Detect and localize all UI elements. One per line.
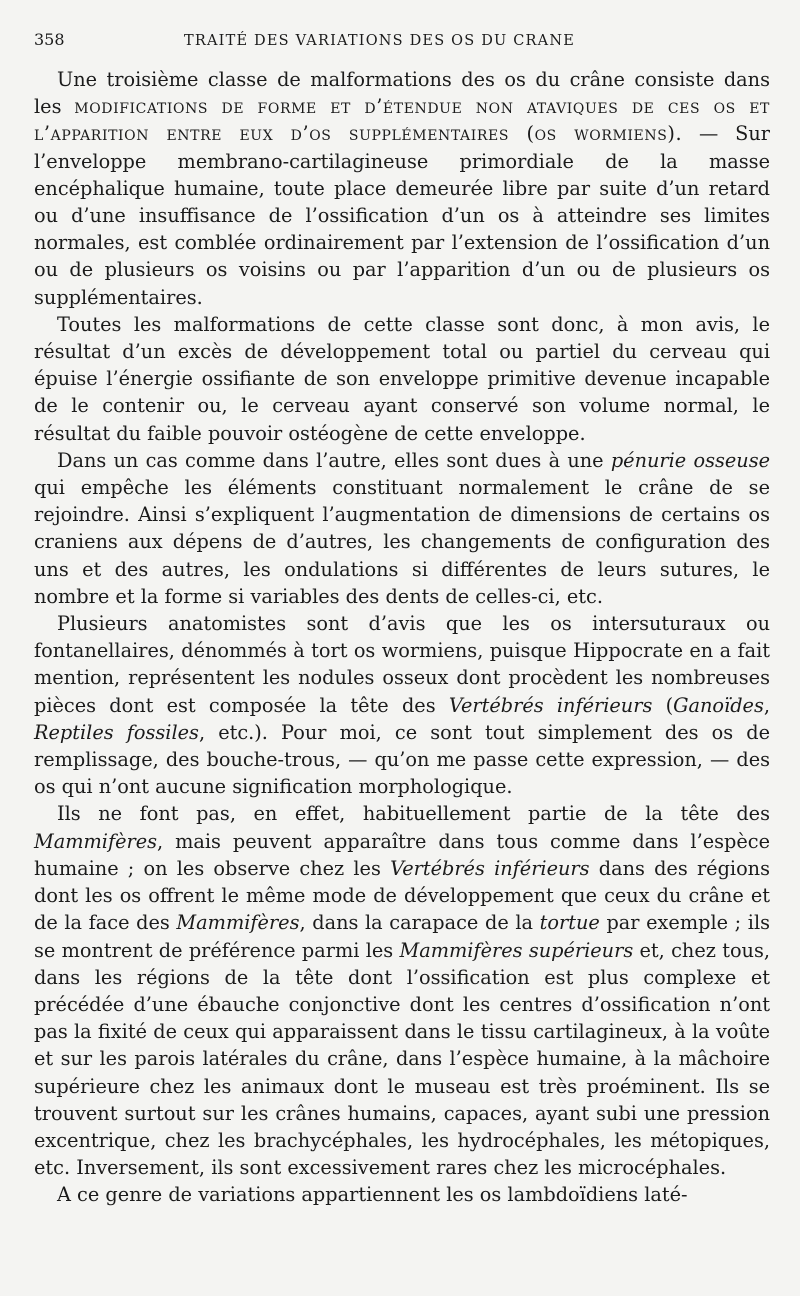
paragraph-4-text-c: ,: [763, 693, 770, 717]
running-title: TRAITÉ DES VARIATIONS DES OS DU CRANE: [184, 33, 575, 49]
paragraph-4-italic-2: Ganoïdes: [673, 693, 764, 717]
paragraph-5-text-a: Ils ne font pas, en effet, habituellement partie de la tête des: [57, 802, 770, 826]
paragraph-3-text-b: qui empêche les éléments constituant normalement le crâne de se rejoindre. Ainsi s’expliquent l’augmentation de dimensions de certains os craniens aux dépens de d’autres, les changements de configuration des uns et des autres, les ondulations si différentes de leurs sutures, le nombre et la forme si variables des dents de celles-ci, etc.: [34, 476, 770, 608]
paragraph-4-text-b: (: [652, 693, 674, 717]
paragraph-3-italic-1: pénurie osseuse: [610, 448, 770, 472]
paragraph-1-text-b: — Sur l’enveloppe membrano-cartilagineuse primordiale de la masse encéphalique humaine, toute place demeurée libre par suite d’un retard ou d’une insuffisance de l’ossification d’un os à atteindre ses limites normales, est comblée ordinairement par l’extension de l’ossification d’un ou de plusieurs os voisins ou par l’apparition d’un ou de plusieurs os supplémentaires.: [34, 122, 770, 309]
paragraph-1-small-caps: modifications de forme et d’étendue non ataviques de ces os et l’apparition entre eux d’os supplémentaires (os wormiens).: [34, 95, 770, 146]
paragraph-4-italic-1: Vertébrés inférieurs: [448, 693, 653, 717]
paragraph-5-text-f: et, chez tous, dans les régions de la tête dont l’ossification est plus complexe et précédée d’une ébauche conjonctive dont les centres d’ossification n’ont pas la fixité de ceux qui apparaissent dans le tissu cartilagineux, à la voûte et sur les parois latérales du crâne, dans l’espèce humaine, à la mâchoire supérieure chez les animaux dont le museau est très proéminent. Ils se trouvent surtout sur les crânes humains, capaces, ayant subi une pression excentrique, chez les brachycéphales, les hydrocéphales, les métopiques, etc. Inversement, ils sont excessivement rares chez les microcéphales.: [34, 938, 770, 1180]
paragraph-4-italic-3: Reptiles fossiles: [34, 720, 199, 744]
paragraph-5-italic-1: Mammifères: [34, 829, 158, 853]
body-text: [34, 66, 770, 1209]
paragraph-5-italic-4: tortue: [539, 911, 600, 935]
paragraph-2: Toutes les malformations de cette classe sont donc, à mon avis, le résultat d’un excès de développement total ou partiel du cerveau qui épuise l’énergie ossifiante de son enveloppe primitive devenue incapable de le contenir ou, le cerveau ayant conservé son volume normal, le résultat du faible pouvoir ostéogène de cette enveloppe.: [34, 312, 770, 445]
paragraph-5-italic-2: Vertébrés inférieurs: [390, 856, 590, 880]
paragraph-4-text-a: Plusieurs anatomistes sont d’avis que les os intersuturaux ou fontanellaires, dénommés à tort os wormiens, puisque Hippocrate en a fait mention, représentent les nodules osseux dont procèdent les nombreuses pièces dont est composée la tête des: [34, 612, 770, 717]
paragraph-5-italic-5: Mammifères supérieurs: [399, 938, 634, 962]
paragraph-4: [34, 610, 770, 800]
paragraph-5-text-b: , mais peuvent apparaître dans tous comme dans l’espèce humaine ; on les observe chez les: [34, 829, 770, 880]
paragraph-5-text-e: par exemple ; ils se montrent de préférence parmi les: [34, 911, 771, 962]
paragraph-6: A ce genre de variations appartiennent les os lambdoïdiens laté-: [57, 1183, 688, 1207]
page-number: 358: [34, 30, 65, 49]
document-page: [34, 30, 770, 1209]
paragraph-5-italic-3: Mammifères: [176, 911, 300, 935]
paragraph-3: [34, 447, 770, 610]
paragraph-1-text-a: Une troisième classe de malformations des os du crâne consiste dans les: [34, 68, 770, 119]
paragraph-3-text-a: Dans un cas comme dans l’autre, elles sont dues à une: [57, 448, 611, 472]
paragraph-5: [34, 800, 770, 1181]
paragraph-5-text-d: , dans la carapace de la: [299, 911, 540, 935]
paragraph-5-text-c: dans des régions dont les os offrent le même mode de développement que ceux du crâne et de la face des: [34, 856, 770, 935]
page-header: [34, 30, 770, 56]
paragraph-4-text-d: , etc.). Pour moi, ce sont tout simplement des os de remplissage, des bouche-trous, — qu’on me passe cette expression, — des os qui n’ont aucune signification morphologique.: [34, 720, 770, 799]
paragraph-1: [34, 66, 770, 311]
